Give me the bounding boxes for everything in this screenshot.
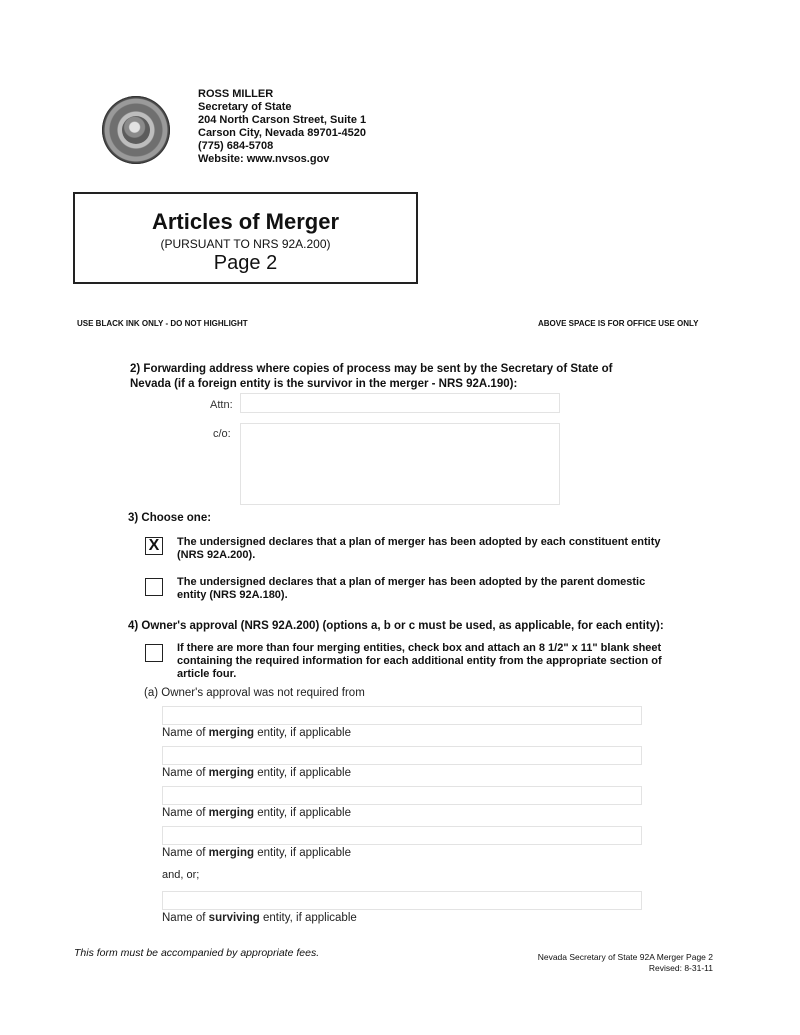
surviving-entity-label: Name of surviving entity, if applicable [162,912,357,924]
title-box [73,192,418,284]
merging-entity-field-4[interactable] [162,826,642,845]
address-line: Carson City, Nevada 89701-4520 [198,127,366,139]
merging-entity-label-3: Name of merging entity, if applicable [162,807,351,819]
address-line: (775) 684-5708 [198,140,274,152]
address-line: 204 North Carson Street, Suite 1 [198,114,367,126]
address-line: Website: www.nvsos.gov [198,153,330,165]
revision-date: Revised: 8-31-11 [648,963,713,973]
page-number: Page 2 [213,252,278,274]
co-label: c/o: [213,428,231,440]
more-than-four-text: If there are more than four merging entities, check box and attach an 8 1/2" x 11" blank sheet containing the required information for each additional entity from the appropriate section of article four. [177,642,662,680]
merging-entity-label-1: Name of merging entity, if applicable [162,727,351,739]
co-field[interactable] [240,423,560,505]
option-parent-entity-text: The undersigned declares that a plan of merger has been adopted by the parent domestic entity (NRS 92A.180). [177,576,646,601]
ink-instruction: USE BLACK INK ONLY - DO NOT HIGHLIGHT [77,319,248,328]
section-2-forwarding-address: 2) Forwarding address where copies of process may be sent by the Secretary of State of Nevada (if a foreign entity is the survivor in the merger - NRS 92A.190): [130,363,613,390]
address-line: ROSS MILLER [198,88,274,100]
section-3-heading: 3) Choose one: [128,512,212,524]
form-subtitle: (PURSUANT TO NRS 92A.200) [160,237,331,251]
merging-entity-label-2: Name of merging entity, if applicable [162,767,351,779]
form-title: Articles of Merger [151,209,340,234]
more-than-four-checkbox[interactable] [145,644,163,662]
address-line: Secretary of State [198,101,292,113]
merging-entity-field-2[interactable] [162,746,642,765]
merging-entity-field-3[interactable] [162,786,642,805]
option-each-entity-checkbox[interactable]: X [145,537,163,555]
owner-approval-not-required-label: (a) Owner's approval was not required from [144,687,365,699]
office-use-note: ABOVE SPACE IS FOR OFFICE USE ONLY [538,319,699,328]
form-revision-info [533,952,713,974]
and-or-text: and, or; [162,869,200,881]
surviving-entity-field[interactable] [162,891,642,910]
section-4-heading: 4) Owner's approval (NRS 92A.200) (options a, b or c must be used, as applicable, for each entity): [128,620,664,632]
attn-label: Attn: [210,399,233,411]
secretary-address-block [198,88,366,166]
attn-field[interactable] [240,393,560,413]
state-seal [102,96,170,164]
merging-entity-label-4: Name of merging entity, if applicable [162,847,351,859]
option-each-entity-text: The undersigned declares that a plan of merger has been adopted by each constituent entity (NRS 92A.200). [177,536,661,561]
seal-center [122,116,150,144]
form-id: Nevada Secretary of State 92A Merger Page 2 [537,952,713,962]
merging-entity-field-1[interactable] [162,706,642,725]
fees-note: This form must be accompanied by appropriate fees. [74,947,320,959]
option-parent-entity-checkbox[interactable] [145,578,163,596]
